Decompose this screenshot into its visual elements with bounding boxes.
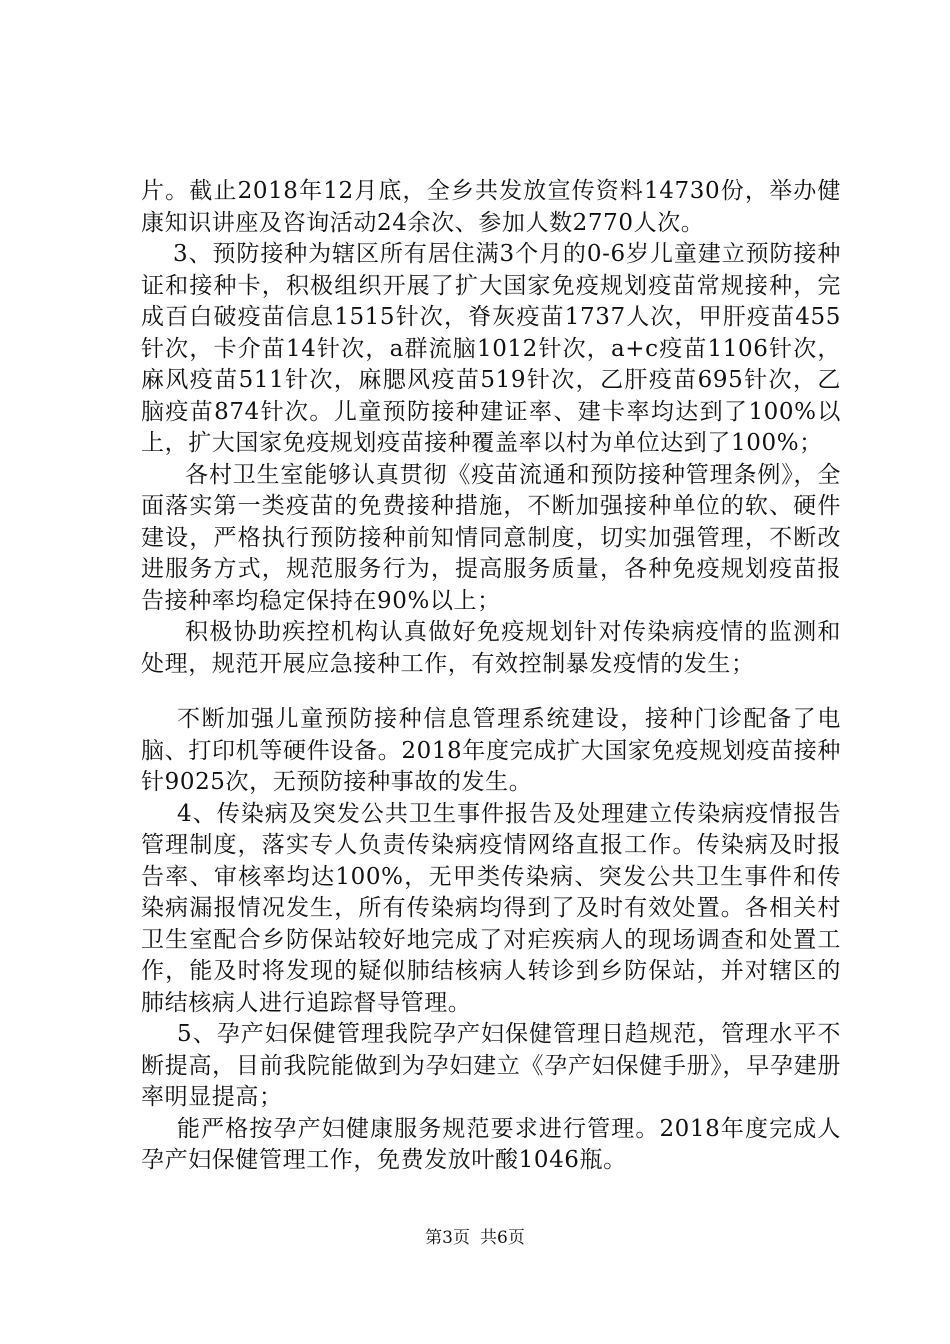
paragraph-2: 3、预防接种为辖区所有居住满3个月的0-6岁儿童建立预防接种证和接种卡，积极组织开展了扩大国家免疫规划疫苗常规接种，完成百白破疫苗信息1515针次，脊灰疫苗1737人次，甲肝疫苗455针次，卡介苗14针次，a群流脑1012针次，a+c疫苗1106针次，麻风疫苗511针次，麻腮风疫苗519针次，乙肝疫苗695针次，乙脑疫苗874针次。儿童预防接种建证率、建卡率均达到了100%以上，扩大国家免疫规划疫苗接种覆盖率以村为单位达到了100%； (141, 241, 841, 456)
page-footer (0, 1228, 950, 1248)
page-number: 第3页 (425, 1228, 470, 1248)
paragraph-8: 能严格按孕产妇健康服务规范要求进行管理。2018年度完成人孕产妇保健管理工作，免费发放叶酸1046瓶。 (141, 1115, 841, 1173)
paragraph-4: 积极协助疾控机构认真做好免疫规划针对传染病疫情的监测和处理，规范开展应急接种工作，有效控制暴发疫情的发生； (141, 619, 841, 677)
page-total: 共6页 (480, 1228, 525, 1248)
paragraph-7: 5、孕产妇保健管理我院孕产妇保健管理日趋规范，管理水平不断提高，目前我院能做到为孕妇建立《孕产妇保健手册》，早孕建册率明显提高； (141, 1021, 841, 1110)
paragraph-3: 各村卫生室能够认真贯彻《疫苗流通和预防接种管理条例》，全面落实第一类疫苗的免费接种措施，不断加强接种单位的软、硬件建设，严格执行预防接种前知情同意制度，切实加强管理，不断改进服务方式，规范服务行为，提高服务质量，各种免疫规划疫苗报告接种率均稳定保持在90%以上； (141, 461, 841, 614)
paragraph-6: 4、传染病及突发公共卫生事件报告及处理建立传染病疫情报告管理制度，落实专人负责传染病疫情网络直报工作。传染病及时报告率、审核率均达100%，无甲类传染病、突发公共卫生事件和传染病漏报情况发生，所有传染病均得到了及时有效处置。各相关村卫生室配合乡防保站较好地完成了对疟疾病人的现场调查和处置工作，能及时将发现的疑似肺结核病人转诊到乡防保站，并对辖区的肺结核病人进行追踪督导管理。 (141, 800, 841, 1016)
document-body (141, 176, 841, 1177)
paragraph-5: 不断加强儿童预防接种信息管理系统建设，接种门诊配备了电脑、打印机等硬件设备。2018年度完成扩大国家免疫规划疫苗接种针9025次，无预防接种事故的发生。 (141, 706, 841, 795)
paragraph-spacer (141, 680, 841, 704)
paragraph-1: 片。截止2018年12月底，全乡共发放宣传资料14730份，举办健康知识讲座及咨询活动24余次、参加人数2770人次。 (141, 178, 841, 236)
